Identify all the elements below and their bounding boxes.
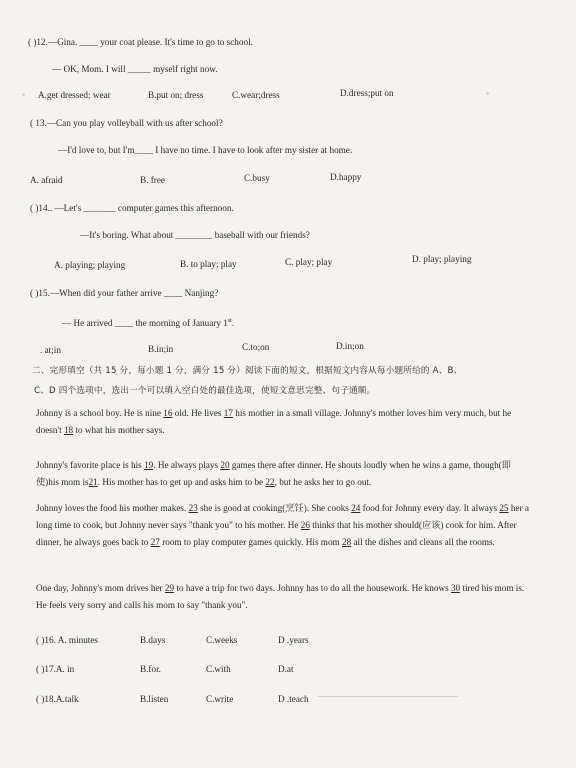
p3-text: her a long time to cook, but Johnny never says "thank you" to his mother. He — [36, 503, 529, 530]
q14-option-b: B. to play; play — [180, 259, 237, 269]
p4-text: tired his mom is. He feels very sorry and calls his mom to say "thank you". — [36, 583, 525, 610]
q15-line2-superscript: st — [227, 318, 232, 324]
passage-paragraph-1 — [36, 405, 532, 439]
q16-option-d: D .years — [278, 635, 309, 645]
q12-option-b: B.put on; dress — [148, 90, 204, 100]
q15-option-b: B.in;in — [148, 344, 174, 354]
q12-line2: — OK, Mom. I will _____ myself right now. — [52, 64, 218, 74]
p2-text: . He always plays — [153, 460, 221, 470]
scan-speck — [22, 93, 25, 96]
blank-16: 16 — [163, 408, 173, 418]
q17-stem-option-a: ( )17.A. in — [36, 664, 75, 674]
q13-option-d: D.happy — [330, 172, 362, 182]
blank-19: 19 — [144, 460, 154, 470]
q17-option-b: B.for. — [140, 664, 161, 674]
section2-instruction-line2: C、D 四个选项中，选出一个可以填入空白处的最佳选项，使短文意思完整、句子通顺。 — [34, 386, 376, 396]
p3-text: she is good at cooking(烹饪). She cooks — [197, 503, 352, 513]
q16-option-b: B.days — [140, 635, 166, 645]
q12-option-d: D.dress;put on — [340, 88, 394, 98]
p3-text: thinks that his mother should(应该) cook for him. After dinner, he always goes back to — [36, 520, 517, 547]
p3-text: food for Johnny every day. It always — [360, 503, 500, 513]
q13-line2: —I'd love to, but I'm____ I have no time. I have to look after my sister at home. — [58, 145, 353, 155]
q15-line2-end: . — [231, 318, 235, 329]
p1-text: his mother in a small village. Johnny's mother loves him very much, but he doesn't — [36, 408, 512, 435]
p2-text: games there after dinner. He shouts loudly when he wins a game, though(即使)his mom is — [36, 460, 511, 487]
blank-25: 25 — [499, 503, 509, 513]
blank-26: 26 — [300, 520, 310, 530]
blank-23: 23 — [188, 503, 198, 513]
q18-option-c: C.write — [206, 694, 234, 704]
q15-line2 — [62, 316, 234, 329]
q12-line1: ( )12.—Gina. ____ your coat please. It's time to go to school. — [28, 37, 253, 47]
passage-paragraph-3 — [36, 500, 532, 551]
p3-text: Johnny loves the food his mother makes. — [36, 503, 189, 513]
blank-24: 24 — [351, 503, 361, 513]
passage-paragraph-2 — [36, 457, 532, 491]
q16-stem-option-a: ( )16. A. minutes — [36, 635, 99, 645]
q12-option-c: C.wear;dress — [232, 90, 280, 100]
q14-option-d: D. play; playing — [412, 254, 472, 264]
q14-option-c: C. play; play — [285, 257, 333, 267]
p2-text: Johnny's favorite place is his — [36, 460, 145, 470]
blank-22: 22 — [265, 477, 275, 487]
q18-option-b: B.listen — [140, 694, 169, 704]
q17-option-c: C.with — [206, 664, 231, 674]
q13-line1: ( 13.—Can you play volleyball with us after school? — [30, 118, 223, 128]
q14-option-a: A. playing; playing — [54, 260, 126, 270]
q13-option-b: B. free — [140, 175, 165, 185]
blank-18: 18 — [63, 425, 74, 435]
q15-option-c: C.to;on — [242, 342, 270, 352]
blank-21: 21 — [88, 477, 98, 487]
section2-instruction-line1: 二、完形填空（共 15 分，每小题 1 分，满分 15 分）阅读下面的短文，根据短文内容从每小题所给的 A、B、 — [32, 366, 463, 376]
q13-option-a: A. afraid — [30, 175, 63, 185]
p1-text: to what his mother says. — [73, 425, 165, 435]
q15-option-a: . at;in — [40, 345, 61, 355]
p3-text: room to play computer games quickly. His mom — [159, 537, 342, 547]
p4-text: One day, Johnny's mom drives her — [36, 583, 165, 593]
q14-line1: ( )14.. —Let's _______ computer games this afternoon. — [30, 203, 234, 213]
passage-paragraph-4 — [36, 580, 532, 614]
scan-speck — [486, 92, 489, 95]
q18-stem-option-a: ( )18.A.talk — [36, 694, 79, 704]
blank-28: 28 — [342, 537, 352, 547]
p4-text: to have a trip for two days. Johnny has to do all the housework. He knows — [174, 583, 451, 593]
q14-line2: —It's boring. What about ________ baseball with our friends? — [80, 230, 310, 240]
q15-line1: ( )15.—When did your father arrive ____ Nanjing? — [30, 288, 219, 298]
scan-line — [318, 696, 458, 697]
blank-17: 17 — [223, 408, 233, 418]
blank-30: 30 — [450, 583, 461, 593]
p2-text: , but he asks her to go out. — [274, 477, 372, 487]
q17-option-d: D.at — [278, 664, 294, 674]
q18-option-d: D .teach — [278, 694, 309, 704]
p2-text: . His mother has to get up and asks him to be — [97, 477, 266, 487]
p3-text: all the dishes and cleans all the rooms. — [351, 537, 495, 547]
blank-27: 27 — [150, 537, 160, 547]
p1-text: Johnny is a school boy. He is nine — [36, 408, 164, 418]
blank-29: 29 — [164, 583, 175, 593]
p1-text: old. He lives — [172, 408, 224, 418]
q13-option-c: C.busy — [244, 173, 270, 183]
q12-option-a: A.get dressed; wear — [38, 90, 111, 100]
q15-line2-text: — He arrived ____ the morning of January 1 — [62, 318, 228, 329]
q16-option-c: C.weeks — [206, 635, 238, 645]
q15-option-d: D.in;on — [336, 341, 364, 351]
blank-20: 20 — [220, 460, 230, 470]
